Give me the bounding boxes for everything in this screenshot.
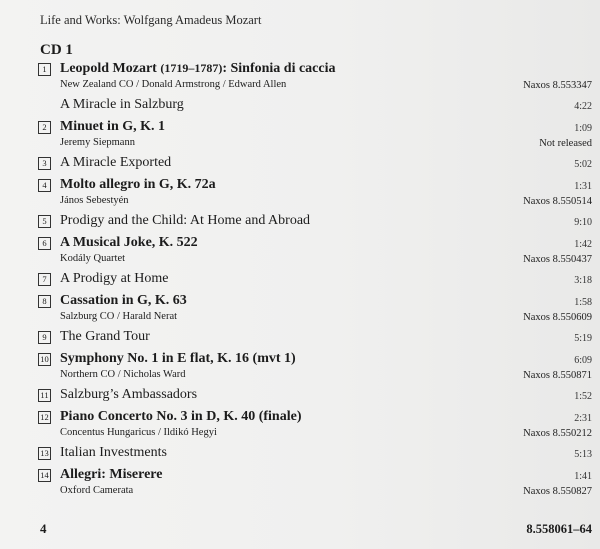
track-subline [38, 369, 592, 383]
track-title-text: A Prodigy at Home [60, 271, 169, 286]
track-number: 8 [38, 295, 51, 308]
track-title [60, 97, 184, 113]
track-item [38, 350, 592, 383]
track-title [60, 329, 150, 345]
track-catalog: Naxos 8.550212 [523, 428, 592, 439]
page-number: 4 [40, 521, 47, 536]
track-title [60, 213, 310, 229]
track-title-text: Leopold Mozart [60, 61, 157, 76]
track-duration: 5:02 [574, 159, 592, 170]
track-title-text: Salzburg’s Ambassadors [60, 387, 198, 402]
track-item [38, 292, 592, 325]
catalog-number: 8.558061–64 [526, 522, 592, 536]
track-title-text: Molto allegro in G, K. 72a [60, 177, 216, 192]
track-title [60, 293, 187, 309]
track-title-text: Italian Investments [60, 445, 167, 460]
track-item [38, 270, 592, 289]
cd-label: CD 1 [40, 42, 73, 58]
track-catalog: Naxos 8.550609 [523, 312, 592, 323]
track-duration: 1:09 [574, 123, 592, 134]
track-catalog: Naxos 8.550871 [523, 370, 592, 381]
track-row [38, 328, 592, 347]
track-performer: Oxford Camerata [60, 485, 134, 496]
track-row [38, 466, 592, 485]
track-row [38, 408, 592, 427]
track-title-text: A Miracle Exported [60, 155, 172, 170]
track-title-text: Allegri: Miserere [60, 467, 163, 482]
track-subline [38, 79, 592, 93]
track-duration: 4:22 [574, 101, 592, 112]
track-performer: New Zealand CO / Donald Armstrong / Edward Allen [60, 79, 287, 90]
track-number: 11 [38, 389, 51, 402]
track-duration: 3:18 [574, 275, 592, 286]
track-row [38, 292, 592, 311]
track-number: 1 [38, 63, 51, 76]
track-duration: 5:13 [574, 449, 592, 460]
track-subline [38, 311, 592, 325]
track-catalog: Naxos 8.550437 [523, 254, 592, 265]
track-title-text: A Musical Joke, K. 522 [60, 235, 198, 250]
track-title [60, 387, 197, 403]
track-subline [38, 253, 592, 267]
track-title [60, 467, 162, 483]
track-title-text: Cassation in G, K. 63 [60, 293, 187, 308]
track-row [38, 154, 592, 173]
track-catalog: Naxos 8.553347 [523, 80, 592, 91]
track-number: 6 [38, 237, 51, 250]
track-duration: 1:41 [574, 471, 592, 482]
track-title-text: A Miracle in Salzburg [60, 97, 184, 112]
track-catalog: Naxos 8.550514 [523, 196, 592, 207]
track-row [38, 444, 592, 463]
track-title-text: The Grand Tour [60, 329, 150, 344]
track-row [38, 212, 592, 231]
track-item [38, 408, 592, 441]
track-number: 3 [38, 157, 51, 170]
track-title-rest: : Sinfonia di caccia [222, 61, 336, 76]
track-subline [38, 195, 592, 209]
track-duration: 1:58 [574, 297, 592, 308]
track-item [38, 466, 592, 499]
track-number: 4 [38, 179, 51, 192]
track-duration: 9:10 [574, 217, 592, 228]
track-row [38, 270, 592, 289]
track-performer: Kodály Quartet [60, 253, 126, 264]
track-title-text: Symphony No. 1 in E flat, K. 16 (mvt 1) [60, 351, 296, 366]
track-title [60, 235, 198, 251]
track-title [60, 351, 296, 367]
track-row [38, 234, 592, 253]
track-item [38, 176, 592, 209]
track-duration: 2:31 [574, 413, 592, 424]
track-item [38, 444, 592, 463]
track-item [38, 60, 592, 93]
track-duration: 1:52 [574, 391, 592, 402]
track-number: 10 [38, 353, 51, 366]
track-performer: Salzburg CO / Harald Nerat [60, 311, 178, 322]
track-row [38, 386, 592, 405]
track-number: 5 [38, 215, 51, 228]
page-header: Life and Works: Wolfgang Amadeus Mozart [40, 13, 262, 27]
track-performer: Northern CO / Nicholas Ward [60, 369, 186, 380]
track-row [38, 96, 592, 115]
track-performer: Concentus Hungaricus / Ildikó Hegyi [60, 427, 217, 438]
track-catalog: Naxos 8.550827 [523, 486, 592, 497]
track-duration: 1:42 [574, 239, 592, 250]
track-number: 14 [38, 469, 51, 482]
track-item [38, 386, 592, 405]
track-subline [38, 427, 592, 441]
track-row [38, 176, 592, 195]
track-item [38, 118, 592, 151]
track-title-text: Prodigy and the Child: At Home and Abroad [60, 213, 311, 228]
track-item [38, 328, 592, 347]
track-title [60, 409, 301, 425]
track-title-text: Piano Concerto No. 3 in D, K. 40 (finale) [60, 409, 302, 424]
track-row [38, 118, 592, 137]
composer-years: (1719–1787) [160, 61, 223, 75]
track-number: 9 [38, 331, 51, 344]
track-subline [38, 137, 592, 151]
track-title [60, 61, 336, 77]
track-item [38, 212, 592, 231]
track-number: 12 [38, 411, 51, 424]
track-performer: Jeremy Siepmann [60, 137, 135, 148]
track-title-text: Minuet in G, K. 1 [60, 119, 166, 134]
track-subline [38, 485, 592, 499]
track-title [60, 177, 216, 193]
track-title [60, 119, 165, 135]
track-title [60, 271, 169, 287]
track-duration: 6:09 [574, 355, 592, 366]
track-row [38, 60, 592, 79]
track-row [38, 350, 592, 369]
track-item [38, 96, 592, 115]
track-duration: 5:19 [574, 333, 592, 344]
track-item [38, 154, 592, 173]
track-performer: János Sebestyén [60, 195, 129, 206]
track-list [38, 60, 592, 502]
track-number: 13 [38, 447, 51, 460]
track-number: 2 [38, 121, 51, 134]
track-catalog: Not released [539, 138, 592, 149]
track-title [60, 445, 167, 461]
track-title [60, 155, 171, 171]
track-item [38, 234, 592, 267]
track-number: 7 [38, 273, 51, 286]
track-duration: 1:31 [574, 181, 592, 192]
